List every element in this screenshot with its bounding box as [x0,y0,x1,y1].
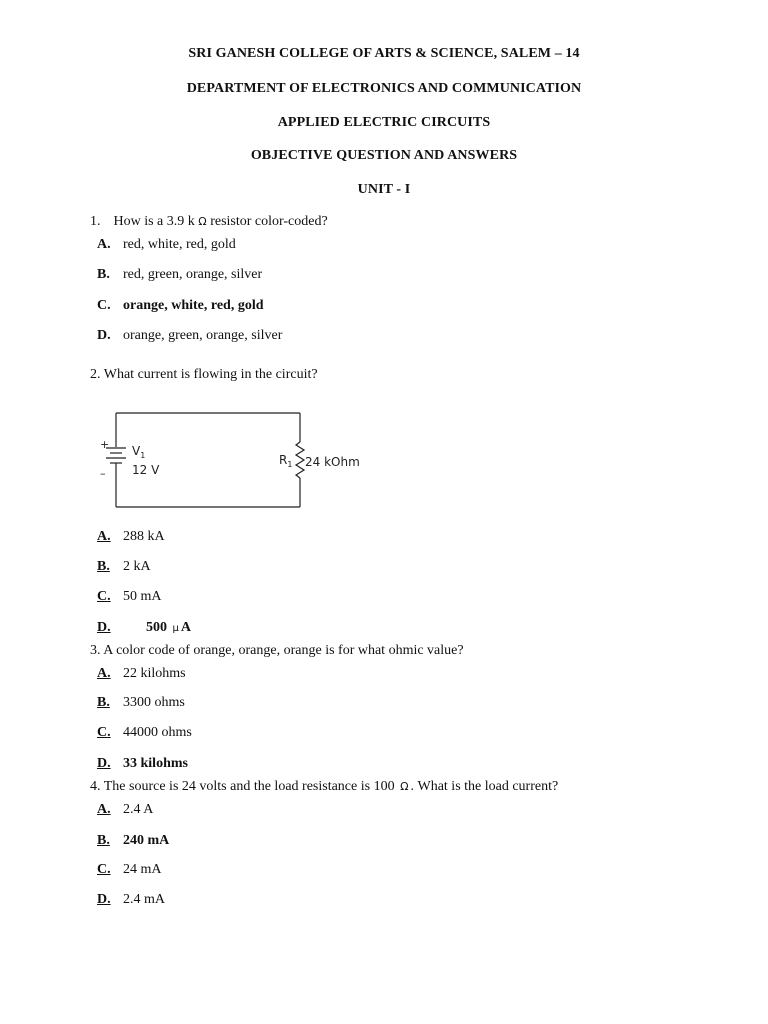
plus-sign: + [100,438,110,451]
question-text: . What is the load current? [410,779,559,794]
option-text: 2.4 A [123,802,154,817]
option-label: C. [97,589,111,604]
minus-sign: – [100,467,106,480]
option-text: 24 mA [123,862,162,877]
option-text: 50 mA [123,589,162,604]
option-text-answer: 240 mA [123,833,170,848]
option-label: C. [97,725,111,740]
question-text: How is a 3.9 k [113,214,195,229]
subject-title: APPLIED ELECTRIC CIRCUITS [277,115,491,130]
option-text: 2 kA [123,559,151,574]
option-label: A. [97,666,111,681]
option-text: 288 kA [123,529,165,544]
option-label: C. [97,298,111,313]
ohm-symbol: Ω [400,780,409,793]
department-title: DEPARTMENT OF ELECTRONICS AND COMMUNICATION [186,81,582,96]
option-label: D. [97,328,111,343]
option-label: B. [97,695,110,710]
micro-symbol: µ [172,623,179,634]
option-text: red, white, red, gold [123,237,236,252]
question-number: 1. [90,214,101,229]
unit-title: UNIT - I [357,182,411,197]
option-label: A. [97,237,111,252]
question-1 [90,214,328,230]
option-label: C. [97,862,111,877]
circuit-diagram [95,405,360,515]
option-text: orange, green, orange, silver [123,328,283,343]
option-label: A. [97,802,111,817]
option-text: 22 kilohms [123,666,186,681]
question-text: 4. The source is 24 volts and the load resistance is 100 [90,779,395,794]
resistor-value: 24 kOhm [305,455,360,469]
option-text: 2.4 mA [123,892,165,907]
option-text: 44000 ohms [123,725,192,740]
resistor-zigzag [296,442,304,478]
option-text: red, green, orange, silver [123,267,263,282]
question-4 [90,779,558,795]
question-text: resistor color-coded? [210,214,328,229]
option-label: B. [97,833,110,848]
option-label: A. [97,529,111,544]
question-2: 2. What current is flowing in the circuit? [90,367,318,382]
document-type-title: OBJECTIVE QUESTION AND ANSWERS [250,148,518,163]
option-text: 3300 ohms [123,695,185,710]
option-text-answer: 500 µ A [146,620,191,635]
option-text-answer: 33 kilohms [123,756,188,771]
option-text-answer: orange, white, red, gold [123,298,264,313]
resistor-name: $R_1$ [279,453,293,469]
option-label: B. [97,267,110,282]
option-label: D. [97,892,111,907]
source-value: 12 V [132,463,160,477]
option-label: D. [97,756,111,771]
ohm-symbol: Ω [198,215,207,228]
question-3: 3. A color code of orange, orange, orange is for what ohmic value? [90,643,464,658]
source-name: $V_1$ [132,444,146,460]
college-title: SRI GANESH COLLEGE OF ARTS & SCIENCE, SALEM – 14 [188,46,580,61]
option-label: B. [97,559,110,574]
option-label: D. [97,620,111,635]
